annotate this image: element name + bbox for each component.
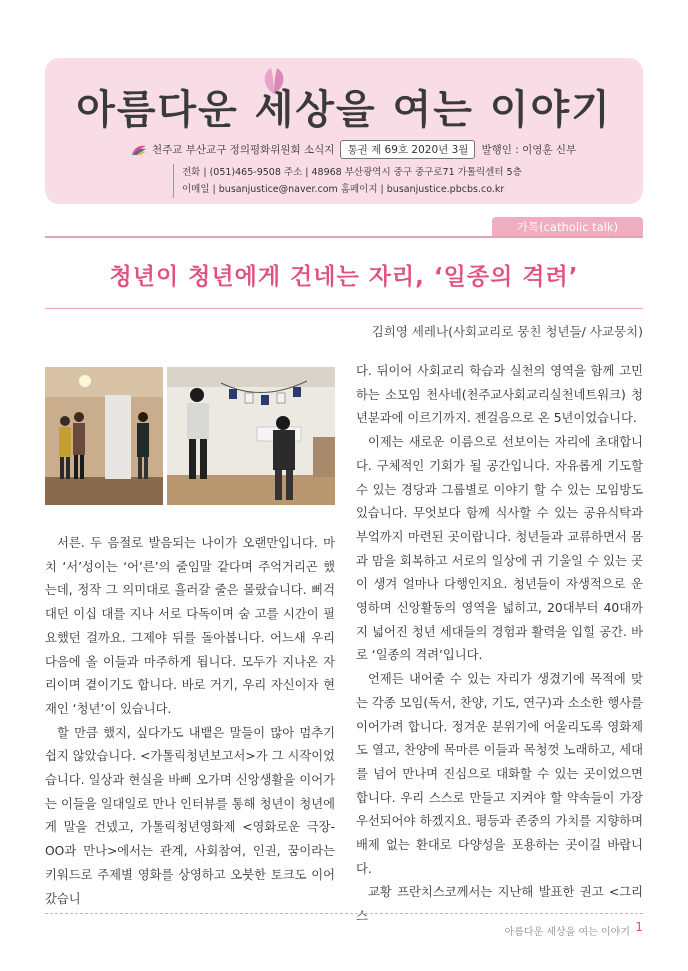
- jpcbp-logo-icon: [130, 143, 148, 157]
- org-name: 천주교 부산교구 정의평화위원회 소식지: [152, 144, 335, 156]
- title-divider: [45, 308, 643, 309]
- article-column-right: [356, 360, 643, 929]
- article-author: 김희영 세레나(사회교리로 뭉친 청년들/ 사교뭉치): [371, 324, 643, 339]
- section-tab: 가톡(catholic talk): [492, 217, 643, 237]
- contact-line-email-web: 이메일 | busanjustice@naver.com 홈페이지 | busanjustice.pbcbs.co.kr: [182, 184, 505, 195]
- paragraph: 이제는 새로운 이름으로 선보이는 자리에 초대합니다. 구체적인 기회가 될 공간입니다. 자유롭게 기도할 수 있는 경당과 그룹별로 이야기 할 수 있는 모임방도 있습니다. 무엇보다 함께 식사할 수 있는 공유식탁과 부엌까지 마련된 곳이랍니다. 청년들과 교류하면서 몸과 맘을 회복하고 서로의 일상에 귀 기울일 수 있는 곳이 생겨 얼마나 다행인지요. 청년들이 자생적으로 운영하며 신앙활동의 영역을 넓히고, 20대부터 40대까지 넓어진 청년 세대들의 경험과 활력을 입힐 공간. 바로 ‘일종의 격려’입니다.: [356, 435, 643, 663]
- paragraph: 할 만큼 했지, 싶다가도 내뱉은 말들이 많아 멈추기 쉽지 않았습니다. <가톨릭청년보고서>가 그 시작이었습니다. 일상과 현실을 바삐 오가며 신앙생활을 이어가는 이들을 일대일로 만나 인터뷰를 통해 청년이 청년에게 말을 건넸고, 가톨릭청년영화제 <영화로운 극장-OO과 만나>에서는 관계, 사회참여, 인권, 꿈이라는 키워드로 주제별 영화를 상영하고 오붓한 토크도 이어갔습니: [45, 725, 335, 906]
- page-number: 1: [635, 920, 643, 934]
- publisher: 발행인 : 이영훈 신부: [481, 144, 577, 156]
- paragraph: 교황 프란치스코께서는 지난해 발표한 권고 <그리스: [356, 885, 643, 924]
- article-title: 청년이 청년에게 건네는 자리, ‘일종의 격려’: [109, 264, 579, 290]
- contact-info: [173, 164, 522, 198]
- masthead-title: 아름다운 세상을 여는 이야기: [76, 86, 612, 133]
- article-photos: [45, 367, 335, 505]
- issue-number: 통권 제 69호 2020년 3월: [340, 140, 475, 159]
- section-divider: [45, 236, 643, 238]
- article-column-left: [45, 532, 335, 911]
- footer-title: 아름다운 세상을 여는 이야기: [504, 927, 630, 938]
- paragraph: 다. 뒤이어 사회교리 학습과 실천의 영역을 함께 고민하는 소모임 천사네(천주교사회교리실천네트워크) 청년분과에 이르기까지. 젠걸음으로 온 5년이었습니다.: [356, 364, 643, 426]
- contact-line-phone-address: 전화 | (051)465-9508 주소 | 48968 부산광역시 중구 중구로71 가톨릭센터 5층: [182, 167, 522, 178]
- paragraph: 서른. 두 음절로 발음되는 나이가 오랜만입니다. 마치 ‘서’성이는 ‘어’른’의 줄임말 같다며 주억거리곤 했는데, 정작 그 의미대로 흘러갈 줄은 몰랐습니다. 삐걱대던 이십 대를 지나 서로 다독이며 숨 고를 시간이 필요했던 걸까요. 그제야 뒤를 돌아봅니다. 어느새 우리 다음에 올 이들과 마주하게 됩니다. 모두가 지나온 자리이며 곁이기도 합니다. 바로 거기, 우리 자신이자 현재인 ‘청년’이 있습니다.: [45, 536, 335, 716]
- masthead-banner: [45, 58, 643, 204]
- publication-info: [130, 140, 576, 159]
- paragraph: 언제든 내어줄 수 있는 자리가 생겼기에 목적에 맞는 각종 모임(독서, 찬양, 기도, 연구)과 소소한 행사를 이어가려 합니다. 정겨운 분위기에 어울리도록 영화제도 열고, 찬양에 목마른 이들과 목청껏 노래하고, 세대를 넘어 만나며 진심으로 대화할 수 있는 곳이었으면 합니다. 우리 스스로 만들고 지켜야 할 약속들이 가장 우선되어야 하겠지요. 평등과 존중의 가치를 지향하며 배제 없는 환대로 다양성을 포용하는 곳이길 바랍니다.: [356, 672, 643, 876]
- footer-divider: [45, 913, 643, 914]
- people-in-room-photo: [45, 367, 335, 505]
